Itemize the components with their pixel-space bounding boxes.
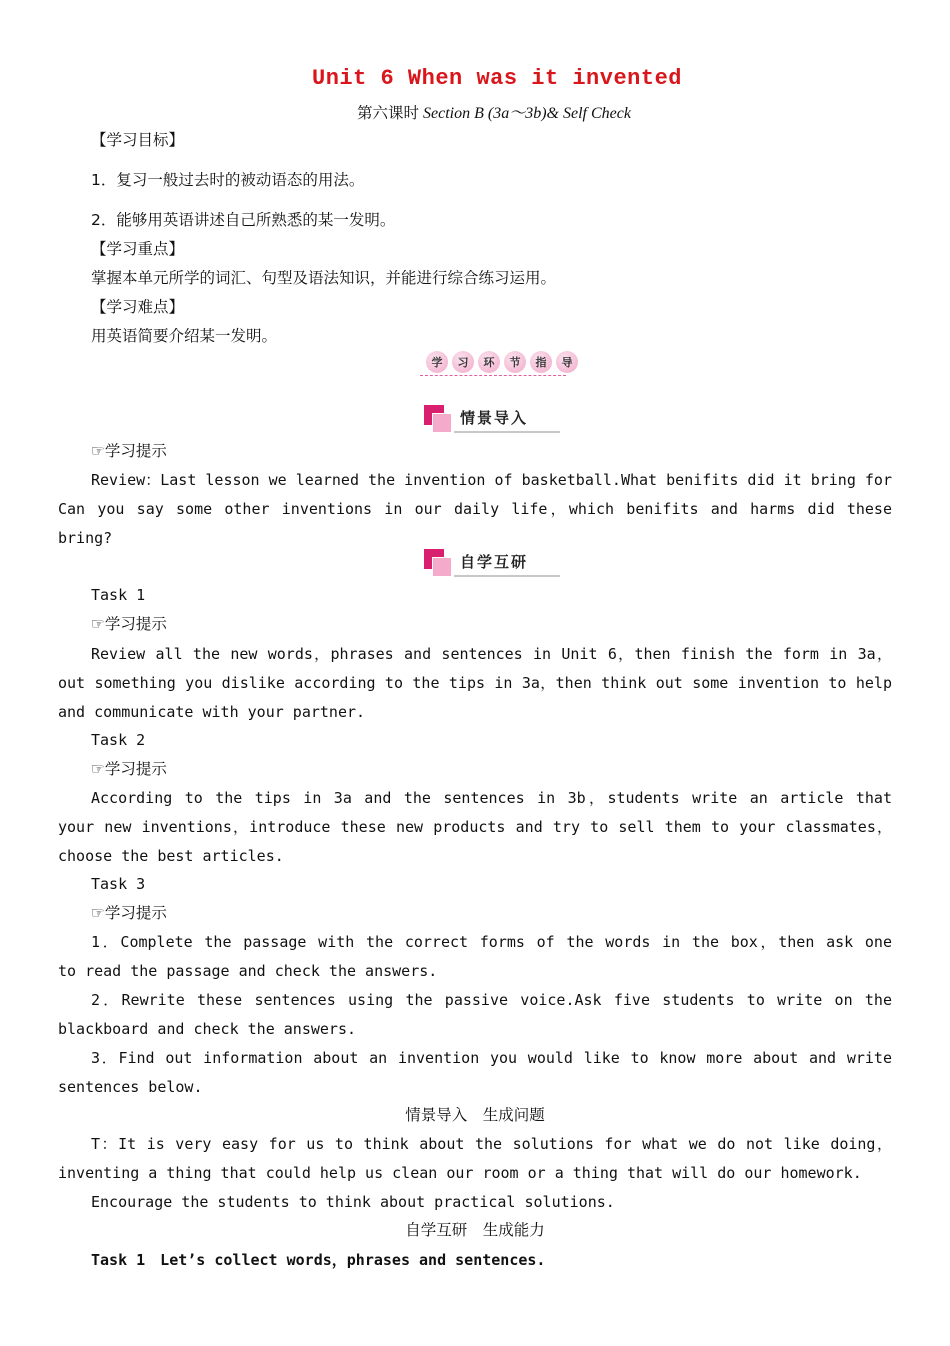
- final-task-title: Task 1 Let’s collect words，phrases and sentences.: [91, 1251, 546, 1269]
- guide-banner: [420, 348, 573, 378]
- hint-label: ☞学习提示: [91, 615, 167, 633]
- paragraph-line: inventing a thing that could help us clean our room or a thing that will do our homework.: [58, 1164, 862, 1182]
- hint-label: ☞学习提示: [91, 442, 167, 460]
- section-label: Section B (3a～3b)& Self Check: [423, 105, 631, 122]
- section-square-icon: [432, 413, 452, 433]
- banner-char: 习: [452, 351, 474, 373]
- objective-item-1: 1．复习一般过去时的被动语态的用法。: [91, 171, 365, 189]
- banner-char: 环: [478, 351, 500, 373]
- banner-char: 指: [530, 351, 552, 373]
- section-square-icon: [432, 557, 452, 577]
- section-underline: [454, 575, 560, 577]
- paragraph-line: bring?: [58, 529, 113, 547]
- paragraph-line: 3．Find out information about an invention you would like to know more about and write: [91, 1049, 892, 1067]
- task-title: Task 3: [91, 875, 146, 893]
- key-points-heading: 【学习重点】: [91, 240, 185, 258]
- intro-heading: 情景导入 生成问题: [405, 1106, 545, 1124]
- paragraph-line: choose the best articles.: [58, 847, 284, 865]
- objective-item-2: 2．能够用英语讲述自己所熟悉的某一发明。: [91, 211, 396, 229]
- paragraph-line: Can you say some other inventions in our daily life，which benifits and harms did these: [58, 500, 892, 518]
- paragraph-line: According to the tips in 3a and the sentences in 3b，students write an article that: [91, 789, 892, 807]
- section-underline: [454, 431, 560, 433]
- paragraph-line: and communicate with your partner.: [58, 703, 366, 721]
- task-title: Task 2: [91, 731, 146, 749]
- lesson-label: 第六课时: [357, 104, 420, 122]
- difficulties-heading: 【学习难点】: [91, 298, 185, 316]
- banner-char: 节: [504, 351, 526, 373]
- banner-dashed-underline: [420, 375, 566, 376]
- section-header-self-study: [424, 549, 560, 579]
- hint-label: ☞学习提示: [91, 760, 167, 778]
- paragraph-line: Review all the new words，phrases and sentences in Unit 6，then finish the form in 3a，: [91, 645, 892, 663]
- banner-char: 学: [426, 351, 448, 373]
- paragraph-line: Encourage the students to think about practical solutions.: [91, 1193, 615, 1211]
- difficulties-text: 用英语简要介绍某一发明。: [91, 327, 278, 345]
- paragraph-line: T：It is very easy for us to think about the solutions for what we do not like doing，: [91, 1135, 892, 1153]
- paragraph-line: sentences below.: [58, 1078, 203, 1096]
- key-points-text: 掌握本单元所学的词汇、句型及语法知识，并能进行综合练习运用。: [91, 269, 557, 287]
- page-title: Unit 6 When was it invented: [312, 66, 682, 91]
- paragraph-line: blackboard and check the answers.: [58, 1020, 357, 1038]
- paragraph-line: your new inventions，introduce these new products and try to sell them to your classmates，: [58, 818, 892, 836]
- paragraph-line: out something you dislike according to the tips in 3a，then think out some invention to help: [58, 674, 892, 692]
- paragraph-line: 2．Rewrite these sentences using the passive voice.Ask five students to write on the: [91, 991, 892, 1009]
- section-header-scenario: [424, 405, 560, 435]
- paragraph-line: Review：Last lesson we learned the invention of basketball.What benifits did it bring for: [91, 471, 892, 489]
- section-header-label: 自学互研: [460, 553, 529, 571]
- objectives-heading: 【学习目标】: [91, 131, 185, 149]
- paragraph-line: to read the passage and check the answers.: [58, 962, 438, 980]
- self-study-heading: 自学互研 生成能力: [405, 1221, 545, 1239]
- banner-char: 导: [556, 351, 578, 373]
- task-title: Task 1: [91, 586, 146, 604]
- page-subtitle: [0, 100, 950, 123]
- paragraph-line: 1．Complete the passage with the correct forms of the words in the box，then ask one: [91, 933, 892, 951]
- hint-label: ☞学习提示: [91, 904, 167, 922]
- section-header-label: 情景导入: [460, 409, 529, 427]
